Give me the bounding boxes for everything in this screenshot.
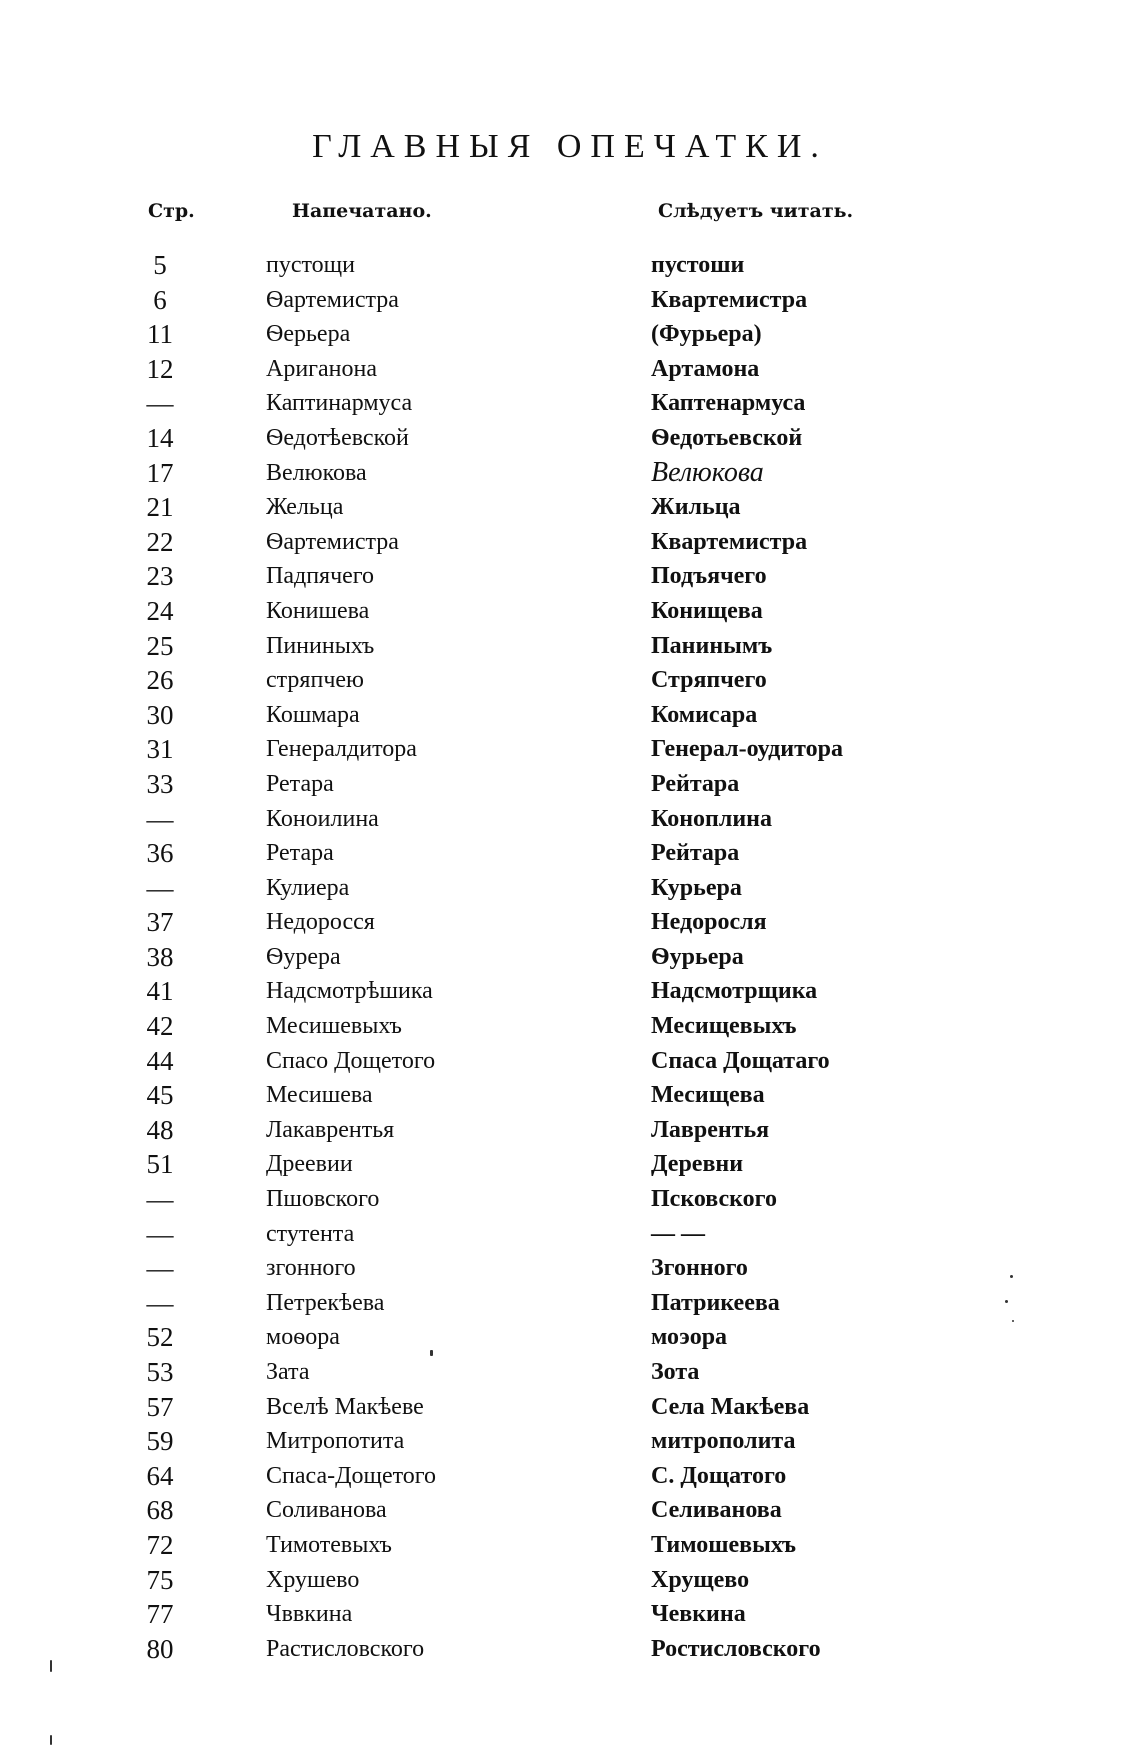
correct-text: Квартемистра [651, 528, 808, 555]
printed-text: Недоросся [266, 909, 375, 936]
page-title: ГЛАВНЫЯ ОПЕЧАТКИ. [312, 128, 828, 165]
page-number: 36 [146, 838, 174, 869]
errata-row [0, 559, 1140, 594]
column-header-page: Стр. [148, 200, 195, 222]
page-number: 42 [146, 1011, 174, 1042]
errata-row [0, 421, 1140, 456]
printed-text: Вселѣ Макѣеве [266, 1393, 424, 1420]
errata-row [0, 905, 1140, 940]
correct-text: Патрикеева [651, 1289, 780, 1316]
errata-row [0, 352, 1140, 387]
printed-text: моѳора [266, 1324, 340, 1351]
printed-text: Кошмара [266, 701, 360, 728]
correct-text: Лаврентья [651, 1116, 770, 1143]
printed-text: Велюкова [266, 459, 367, 486]
errata-row [0, 836, 1140, 871]
printed-text: Дреевии [266, 1151, 353, 1178]
errata-row [0, 629, 1140, 664]
correct-text: Згонного [651, 1255, 748, 1282]
correct-text: Рейтара [651, 840, 740, 867]
page-number: 80 [146, 1633, 174, 1664]
correct-text: Квартемистра [651, 286, 808, 313]
printed-text: Месишева [266, 1082, 373, 1109]
correct-text: Каптенармуса [651, 390, 806, 417]
printed-text: Спаса-Дощетого [266, 1462, 437, 1489]
printed-text: Генералдитора [266, 736, 417, 763]
column-header-printed: Напечатано. [292, 200, 432, 222]
errata-row [0, 940, 1140, 975]
scan-speck [50, 1660, 52, 1672]
errata-row [0, 974, 1140, 1009]
errata-row [0, 317, 1140, 352]
page-number: 57 [146, 1391, 174, 1422]
page-number: 5 [153, 250, 167, 280]
correct-text: Деревни [651, 1151, 744, 1178]
errata-row [0, 871, 1140, 906]
errata-row [0, 1113, 1140, 1148]
page-number: 75 [146, 1564, 174, 1595]
printed-text: стряпчею [266, 667, 364, 694]
errata-row [0, 1078, 1140, 1113]
printed-text: Тимотевыхъ [266, 1531, 392, 1558]
correct-text: Коноплина [651, 805, 772, 832]
page-number: 53 [146, 1357, 174, 1387]
page-number: 23 [146, 561, 174, 592]
correct-text: Жильца [651, 494, 741, 521]
printed-text: стутента [266, 1220, 355, 1247]
correct-text: Панинымъ [651, 632, 773, 659]
printed-text: Ретара [266, 840, 334, 867]
printed-text: Ѳурера [266, 943, 341, 970]
correct-text: пустоши [651, 252, 745, 278]
page-number: — [146, 1253, 174, 1284]
printed-text: Соливанова [266, 1497, 387, 1524]
page-number: 12 [146, 353, 174, 384]
errata-row [0, 1182, 1140, 1217]
printed-text: Лакаврентья [266, 1116, 395, 1143]
page-number: 37 [146, 907, 174, 938]
printed-text: Пининыхъ [266, 632, 375, 659]
errata-row [0, 1009, 1140, 1044]
page-number: — [146, 872, 174, 903]
printed-text: Кулиера [266, 874, 350, 901]
printed-text: Спасо Дощетого [266, 1047, 436, 1074]
correct-text: Хрущево [651, 1566, 750, 1593]
page-number: — [146, 1218, 174, 1249]
errata-row [0, 1424, 1140, 1459]
errata-row [0, 698, 1140, 733]
errata-row [0, 1597, 1140, 1632]
page-number: 72 [146, 1529, 174, 1560]
scan-speck [1012, 1320, 1014, 1322]
column-header-should-read: Слѣдуетъ читать. [658, 200, 854, 222]
page-number: — [146, 803, 174, 834]
errata-row [0, 1390, 1140, 1425]
printed-text: Конишева [266, 597, 370, 624]
printed-text: згонного [266, 1255, 356, 1282]
printed-text: Петрекѣева [266, 1289, 385, 1316]
errata-row [0, 525, 1140, 560]
printed-text: Чввкина [266, 1601, 353, 1628]
scan-speck [430, 1350, 433, 1356]
errata-row [0, 456, 1140, 491]
page-number: 6 [153, 284, 167, 315]
printed-text: Ретара [266, 770, 334, 797]
correct-text: моэора [651, 1324, 728, 1351]
printed-text: Каптинармуса [266, 390, 413, 417]
correct-text: Надсмотрщика [651, 978, 818, 1005]
errata-table [0, 248, 1140, 1666]
correct-text: Селиванова [651, 1497, 782, 1524]
correct-text: Месищевыхъ [651, 1013, 797, 1040]
printed-text: Ѳартемистра [266, 528, 399, 555]
errata-row [0, 767, 1140, 802]
page-number: 14 [146, 422, 174, 453]
printed-text: Ѳедотѣевской [266, 424, 409, 451]
correct-text: Генерал-оудитора [651, 736, 843, 763]
correct-text: Рейтара [651, 770, 740, 797]
correct-text: Месищева [651, 1082, 765, 1109]
correct-text: — — [651, 1220, 705, 1247]
printed-text: Ариганона [266, 355, 378, 382]
errata-row [0, 386, 1140, 421]
page-number: 59 [146, 1426, 174, 1457]
errata-row [0, 248, 1140, 283]
correct-text: Артамона [651, 355, 760, 382]
correct-text: Стряпчего [651, 667, 767, 694]
printed-text: Месишевыхъ [266, 1013, 402, 1040]
errata-row [0, 1563, 1140, 1598]
errata-row [0, 1147, 1140, 1182]
correct-text: Курьера [651, 874, 742, 901]
errata-row [0, 1217, 1140, 1252]
errata-row [0, 1493, 1140, 1528]
page-number: 45 [146, 1080, 174, 1111]
errata-row [0, 594, 1140, 629]
page-number: 38 [146, 941, 174, 972]
page-number: 44 [146, 1045, 174, 1076]
correct-text: Спаса Дощатаго [651, 1047, 830, 1074]
errata-row [0, 283, 1140, 318]
correct-text: Зота [651, 1359, 700, 1385]
page-number: 26 [146, 665, 174, 696]
scan-speck [1005, 1300, 1008, 1303]
correct-text: Чевкина [651, 1601, 746, 1628]
scan-speck [1010, 1275, 1013, 1278]
correct-text: Комисара [651, 701, 758, 728]
page-number: 51 [146, 1149, 174, 1180]
page-number: 41 [146, 976, 174, 1007]
printed-text: пустощи [266, 252, 355, 278]
page-number: 30 [146, 699, 174, 730]
errata-row [0, 1355, 1140, 1390]
correct-text: Недоросля [651, 909, 767, 936]
correct-text: митрополита [651, 1428, 796, 1455]
errata-row [0, 802, 1140, 837]
page-number: — [146, 1184, 174, 1215]
page-number: 31 [146, 734, 174, 765]
page-number: 11 [147, 319, 173, 350]
page-number: — [146, 388, 174, 419]
page-number: 25 [146, 630, 174, 661]
page-number: 68 [146, 1495, 174, 1526]
page-number: 17 [146, 457, 174, 488]
correct-text: (Фурьера) [651, 321, 762, 348]
correct-text: Велюкова [651, 456, 764, 488]
page-number: 52 [146, 1322, 174, 1353]
errata-row [0, 1044, 1140, 1079]
printed-text: Ѳартемистра [266, 286, 399, 313]
correct-text: Ѳурьера [651, 943, 744, 970]
correct-text: Конищева [651, 597, 763, 624]
correct-text: Псковского [651, 1186, 777, 1213]
correct-text: Ѳедотьевской [651, 424, 803, 451]
errata-row [0, 732, 1140, 767]
printed-text: Ѳерьера [266, 321, 351, 348]
page-number: — [146, 1287, 174, 1318]
page-number: 64 [146, 1460, 174, 1491]
correct-text: Подъячего [651, 563, 767, 590]
page-number: 24 [146, 595, 174, 626]
correct-text: Тимошевыхъ [651, 1531, 796, 1558]
printed-text: Падпячего [266, 563, 375, 590]
printed-text: Жельца [266, 494, 344, 521]
page-number: 77 [146, 1599, 174, 1630]
errata-row [0, 1286, 1140, 1321]
printed-text: Хрушево [266, 1566, 360, 1593]
errata-row [0, 490, 1140, 525]
correct-text: Села Макѣева [651, 1393, 810, 1420]
printed-text: Коноилина [266, 805, 379, 832]
printed-text: Надсмотрѣшика [266, 978, 433, 1005]
scan-speck [50, 1735, 52, 1745]
printed-text: Растисловского [266, 1635, 425, 1662]
errata-row [0, 1632, 1140, 1667]
errata-row [0, 1251, 1140, 1286]
errata-row [0, 1459, 1140, 1494]
printed-text: Зата [266, 1359, 310, 1385]
page-number: 22 [146, 526, 174, 557]
printed-text: Пшовского [266, 1186, 380, 1213]
errata-row [0, 1320, 1140, 1355]
page-number: 21 [146, 492, 174, 523]
page-number: 48 [146, 1114, 174, 1145]
errata-row [0, 1528, 1140, 1563]
correct-text: Ростисловского [651, 1635, 821, 1662]
printed-text: Митропотита [266, 1428, 405, 1455]
correct-text: С. Дощатого [651, 1462, 787, 1489]
errata-row [0, 663, 1140, 698]
page-number: 33 [146, 768, 174, 799]
